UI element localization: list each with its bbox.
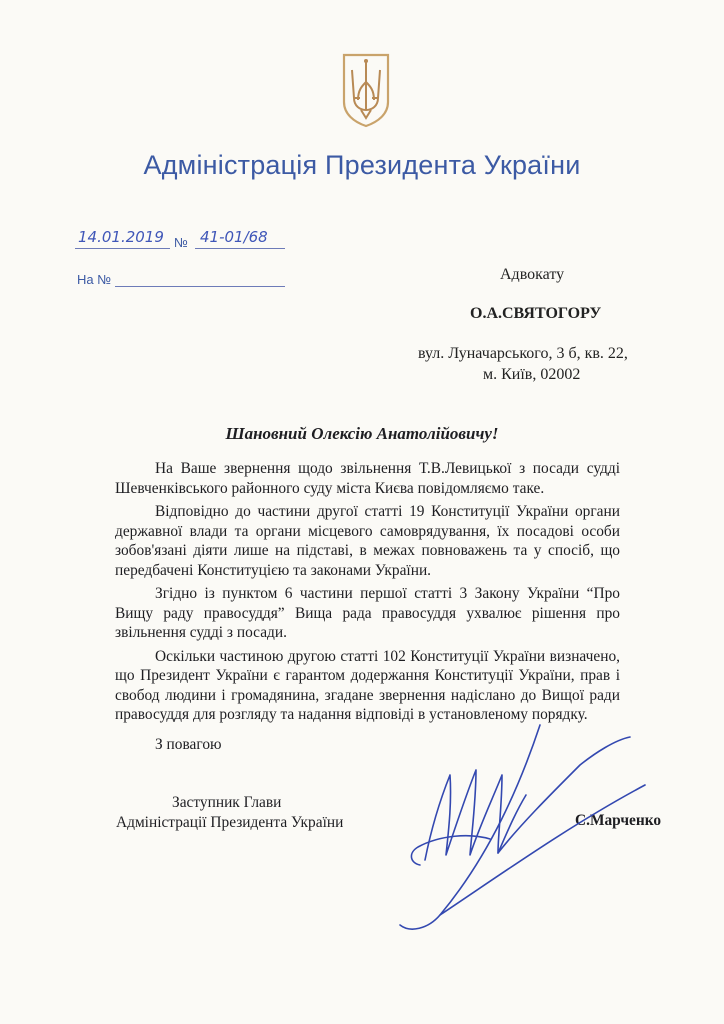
recipient-address-line2: м. Київ, 02002 [483, 366, 581, 383]
reply-underline [115, 286, 285, 287]
paragraph: Оскільки частиною другою статті 102 Конституції України визначено, що Президент України є гарантом додержання Конституції України, прав і свобод людини і громадянина, згадане звернення надіслано до Вищої ради правосуддя для розгляду та надання відповіді в установленому порядку. [115, 647, 620, 723]
number-underline [195, 248, 285, 249]
signatory-name: С.Марченко [575, 812, 662, 829]
recipient-name: О.А.СВЯТОГОРУ [470, 305, 602, 322]
reply-number-label: На № [77, 272, 112, 287]
signatory-position-line2: Адміністрації Президента України [116, 814, 344, 831]
handwritten-signature-icon [380, 715, 680, 935]
date-underline [75, 248, 170, 249]
signatory-position-line1: Заступник Глави [172, 794, 282, 811]
closing: З повагою [155, 736, 222, 753]
paragraph: Відповідно до частини другої статті 19 Конституції України органи державної влади та органи місцевого самоврядування, їх посадові особи зобов'язані діяти лише на підставі, в межах повноважень та у спосіб, що передбачені Конституцією та законами України. [115, 503, 620, 579]
salutation: Шановний Олексію Анатолійовичу! [225, 424, 499, 443]
paragraph: Згідно із пунктом 6 частини першої статті 3 Закону України “Про Вищу раду правосуддя” Вища рада правосуддя ухвалює рішення про звільнення судді з посади. [115, 585, 620, 641]
number-label: № [174, 235, 188, 250]
outgoing-date: 14.01.2019 [78, 228, 164, 246]
paragraph: На Ваше звернення щодо звільнення Т.В.Левицької з посади судді Шевченківського районного суду міста Києва повідомляємо таке. [115, 460, 620, 497]
organization-title: Адміністрація Президента України [143, 150, 581, 180]
trident-emblem-icon [340, 52, 392, 128]
recipient-title: Адвокату [500, 266, 565, 283]
recipient-address-line1: вул. Луначарського, 3 б, кв. 22, [418, 345, 628, 362]
outgoing-number: 41-01/68 [200, 228, 268, 246]
letter-body [115, 459, 620, 729]
